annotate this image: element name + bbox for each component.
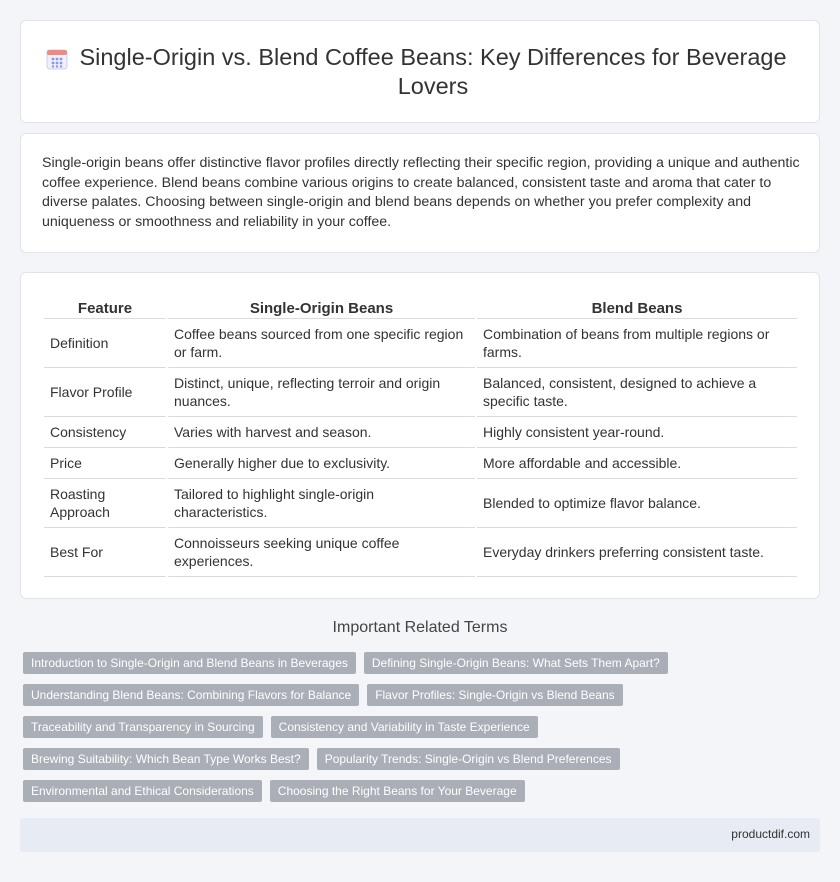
related-term-tag[interactable]: Understanding Blend Beans: Combining Flavors for Balance <box>23 684 359 706</box>
single-origin-cell: Generally higher due to exclusivity. <box>168 448 475 479</box>
table-header-row <box>44 297 797 319</box>
feature-cell: Consistency <box>44 417 166 448</box>
single-origin-cell: Distinct, unique, reflecting terroir and origin nuances. <box>168 368 475 417</box>
table-row <box>44 368 797 417</box>
single-origin-cell: Tailored to highlight single-origin characteristics. <box>168 479 475 528</box>
blend-cell: More affordable and accessible. <box>477 448 797 479</box>
related-term-tag[interactable]: Environmental and Ethical Considerations <box>23 780 262 802</box>
table-row <box>44 448 797 479</box>
intro-card <box>20 133 820 253</box>
feature-cell: Price <box>44 448 166 479</box>
column-header-blend: Blend Beans <box>477 297 797 319</box>
related-term-tag[interactable]: Popularity Trends: Single-Origin vs Blend Preferences <box>317 748 620 770</box>
feature-cell: Best For <box>44 528 166 577</box>
table-row <box>44 319 797 368</box>
title-card <box>20 20 820 123</box>
column-header-single-origin: Single-Origin Beans <box>168 297 475 319</box>
single-origin-cell: Varies with harvest and season. <box>168 417 475 448</box>
blend-cell: Everyday drinkers preferring consistent taste. <box>477 528 797 577</box>
table-row <box>44 528 797 577</box>
feature-cell: Flavor Profile <box>44 368 166 417</box>
blend-cell: Blended to optimize flavor balance. <box>477 479 797 528</box>
single-origin-cell: Coffee beans sourced from one specific region or farm. <box>168 319 475 368</box>
table-row <box>44 479 797 528</box>
table-row <box>44 417 797 448</box>
blend-cell: Combination of beans from multiple regions or farms. <box>477 319 797 368</box>
related-term-tag[interactable]: Defining Single-Origin Beans: What Sets Them Apart? <box>364 652 668 674</box>
single-origin-cell: Connoisseurs seeking unique coffee experiences. <box>168 528 475 577</box>
related-term-tag[interactable]: Consistency and Variability in Taste Experience <box>271 716 538 738</box>
feature-cell: Roasting Approach <box>44 479 166 528</box>
related-term-tag[interactable]: Flavor Profiles: Single-Origin vs Blend Beans <box>367 684 622 706</box>
related-terms-title: Important Related Terms <box>332 619 508 636</box>
blend-cell: Highly consistent year-round. <box>477 417 797 448</box>
comparison-table <box>42 297 799 577</box>
related-terms-list <box>23 652 823 812</box>
comparison-card <box>20 272 820 599</box>
related-term-tag[interactable]: Brewing Suitability: Which Bean Type Works Best? <box>23 748 309 770</box>
related-term-tag[interactable]: Introduction to Single-Origin and Blend Beans in Beverages <box>23 652 356 674</box>
related-term-tag[interactable]: Choosing the Right Beans for Your Beverage <box>270 780 525 802</box>
blend-cell: Balanced, consistent, designed to achieve a specific taste. <box>477 368 797 417</box>
footer-site-link[interactable]: productdif.com <box>731 827 810 841</box>
feature-cell: Definition <box>44 319 166 368</box>
intro-paragraph: Single-origin beans offer distinctive flavor profiles directly reflecting their specific region, providing a unique and authentic coffee experience. Blend beans combine various origins to create balanced, consistent taste and aroma that cater to diverse palates. Choosing between single-origin and blend beans depends on whether you prefer complexity and uniqueness or smoothness and reliability in your coffee. <box>42 155 800 230</box>
page-title: Single-Origin vs. Blend Coffee Beans: Key Differences for Beverage Lovers <box>79 43 787 99</box>
footer <box>20 818 820 852</box>
column-header-feature: Feature <box>44 297 166 319</box>
related-term-tag[interactable]: Traceability and Transparency in Sourcing <box>23 716 263 738</box>
